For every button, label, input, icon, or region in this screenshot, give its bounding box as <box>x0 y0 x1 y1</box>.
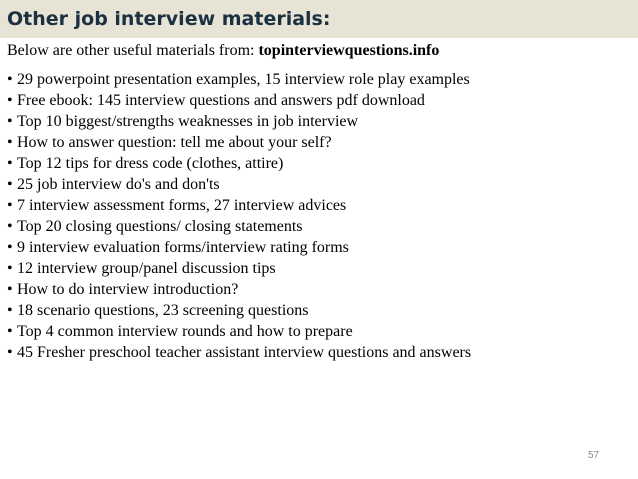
bullet-icon: • <box>7 260 13 277</box>
list-item-text: 9 interview evaluation forms/interview rating forms <box>17 239 349 256</box>
list-item-text: How to answer question: tell me about your self? <box>17 134 332 151</box>
list-item-text: How to do interview introduction? <box>17 281 239 298</box>
bullet-icon: • <box>7 218 13 235</box>
bullet-icon: • <box>7 197 13 214</box>
list-item <box>7 132 471 153</box>
bullet-icon: • <box>7 281 13 298</box>
list-item-text: Top 10 biggest/strengths weaknesses in job interview <box>17 113 359 130</box>
list-item <box>7 300 471 321</box>
list-item-text: Top 12 tips for dress code (clothes, attire) <box>17 155 284 172</box>
list-item <box>7 342 471 363</box>
bullet-icon: • <box>7 92 13 109</box>
bullet-icon: • <box>7 71 13 88</box>
list-item-text: 7 interview assessment forms, 27 interview advices <box>17 197 347 214</box>
list-item-text: 12 interview group/panel discussion tips <box>17 260 276 277</box>
bullet-icon: • <box>7 302 13 319</box>
materials-list <box>7 69 471 363</box>
bullet-icon: • <box>7 134 13 151</box>
bullet-icon: • <box>7 155 13 172</box>
title-bar <box>0 0 638 38</box>
list-item <box>7 69 471 90</box>
list-item <box>7 321 471 342</box>
intro-text <box>7 41 439 61</box>
bullet-icon: • <box>7 323 13 340</box>
list-item-text: Top 20 closing questions/ closing statements <box>17 218 303 235</box>
list-item-text: 18 scenario questions, 23 screening questions <box>17 302 309 319</box>
slide-title: Other job interview materials: <box>7 8 331 30</box>
list-item-text: 29 powerpoint presentation examples, 15 interview role play examples <box>17 71 470 88</box>
bullet-icon: • <box>7 113 13 130</box>
list-item <box>7 216 471 237</box>
list-item-text: Top 4 common interview rounds and how to prepare <box>17 323 353 340</box>
list-item <box>7 258 471 279</box>
page-number: 57 <box>588 450 600 461</box>
list-item <box>7 279 471 300</box>
list-item-text: Free ebook: 145 interview questions and answers pdf download <box>17 92 425 109</box>
site-name: topinterviewquestions.info <box>258 42 440 59</box>
list-item <box>7 90 471 111</box>
list-item <box>7 111 471 132</box>
intro-label: Below are other useful materials from: <box>7 42 259 59</box>
bullet-icon: • <box>7 344 13 361</box>
list-item <box>7 195 471 216</box>
list-item-text: 25 job interview do's and don'ts <box>17 176 220 193</box>
list-item <box>7 153 471 174</box>
bullet-icon: • <box>7 239 13 256</box>
list-item-text: 45 Fresher preschool teacher assistant interview questions and answers <box>17 344 472 361</box>
list-item <box>7 237 471 258</box>
list-item <box>7 174 471 195</box>
bullet-icon: • <box>7 176 13 193</box>
